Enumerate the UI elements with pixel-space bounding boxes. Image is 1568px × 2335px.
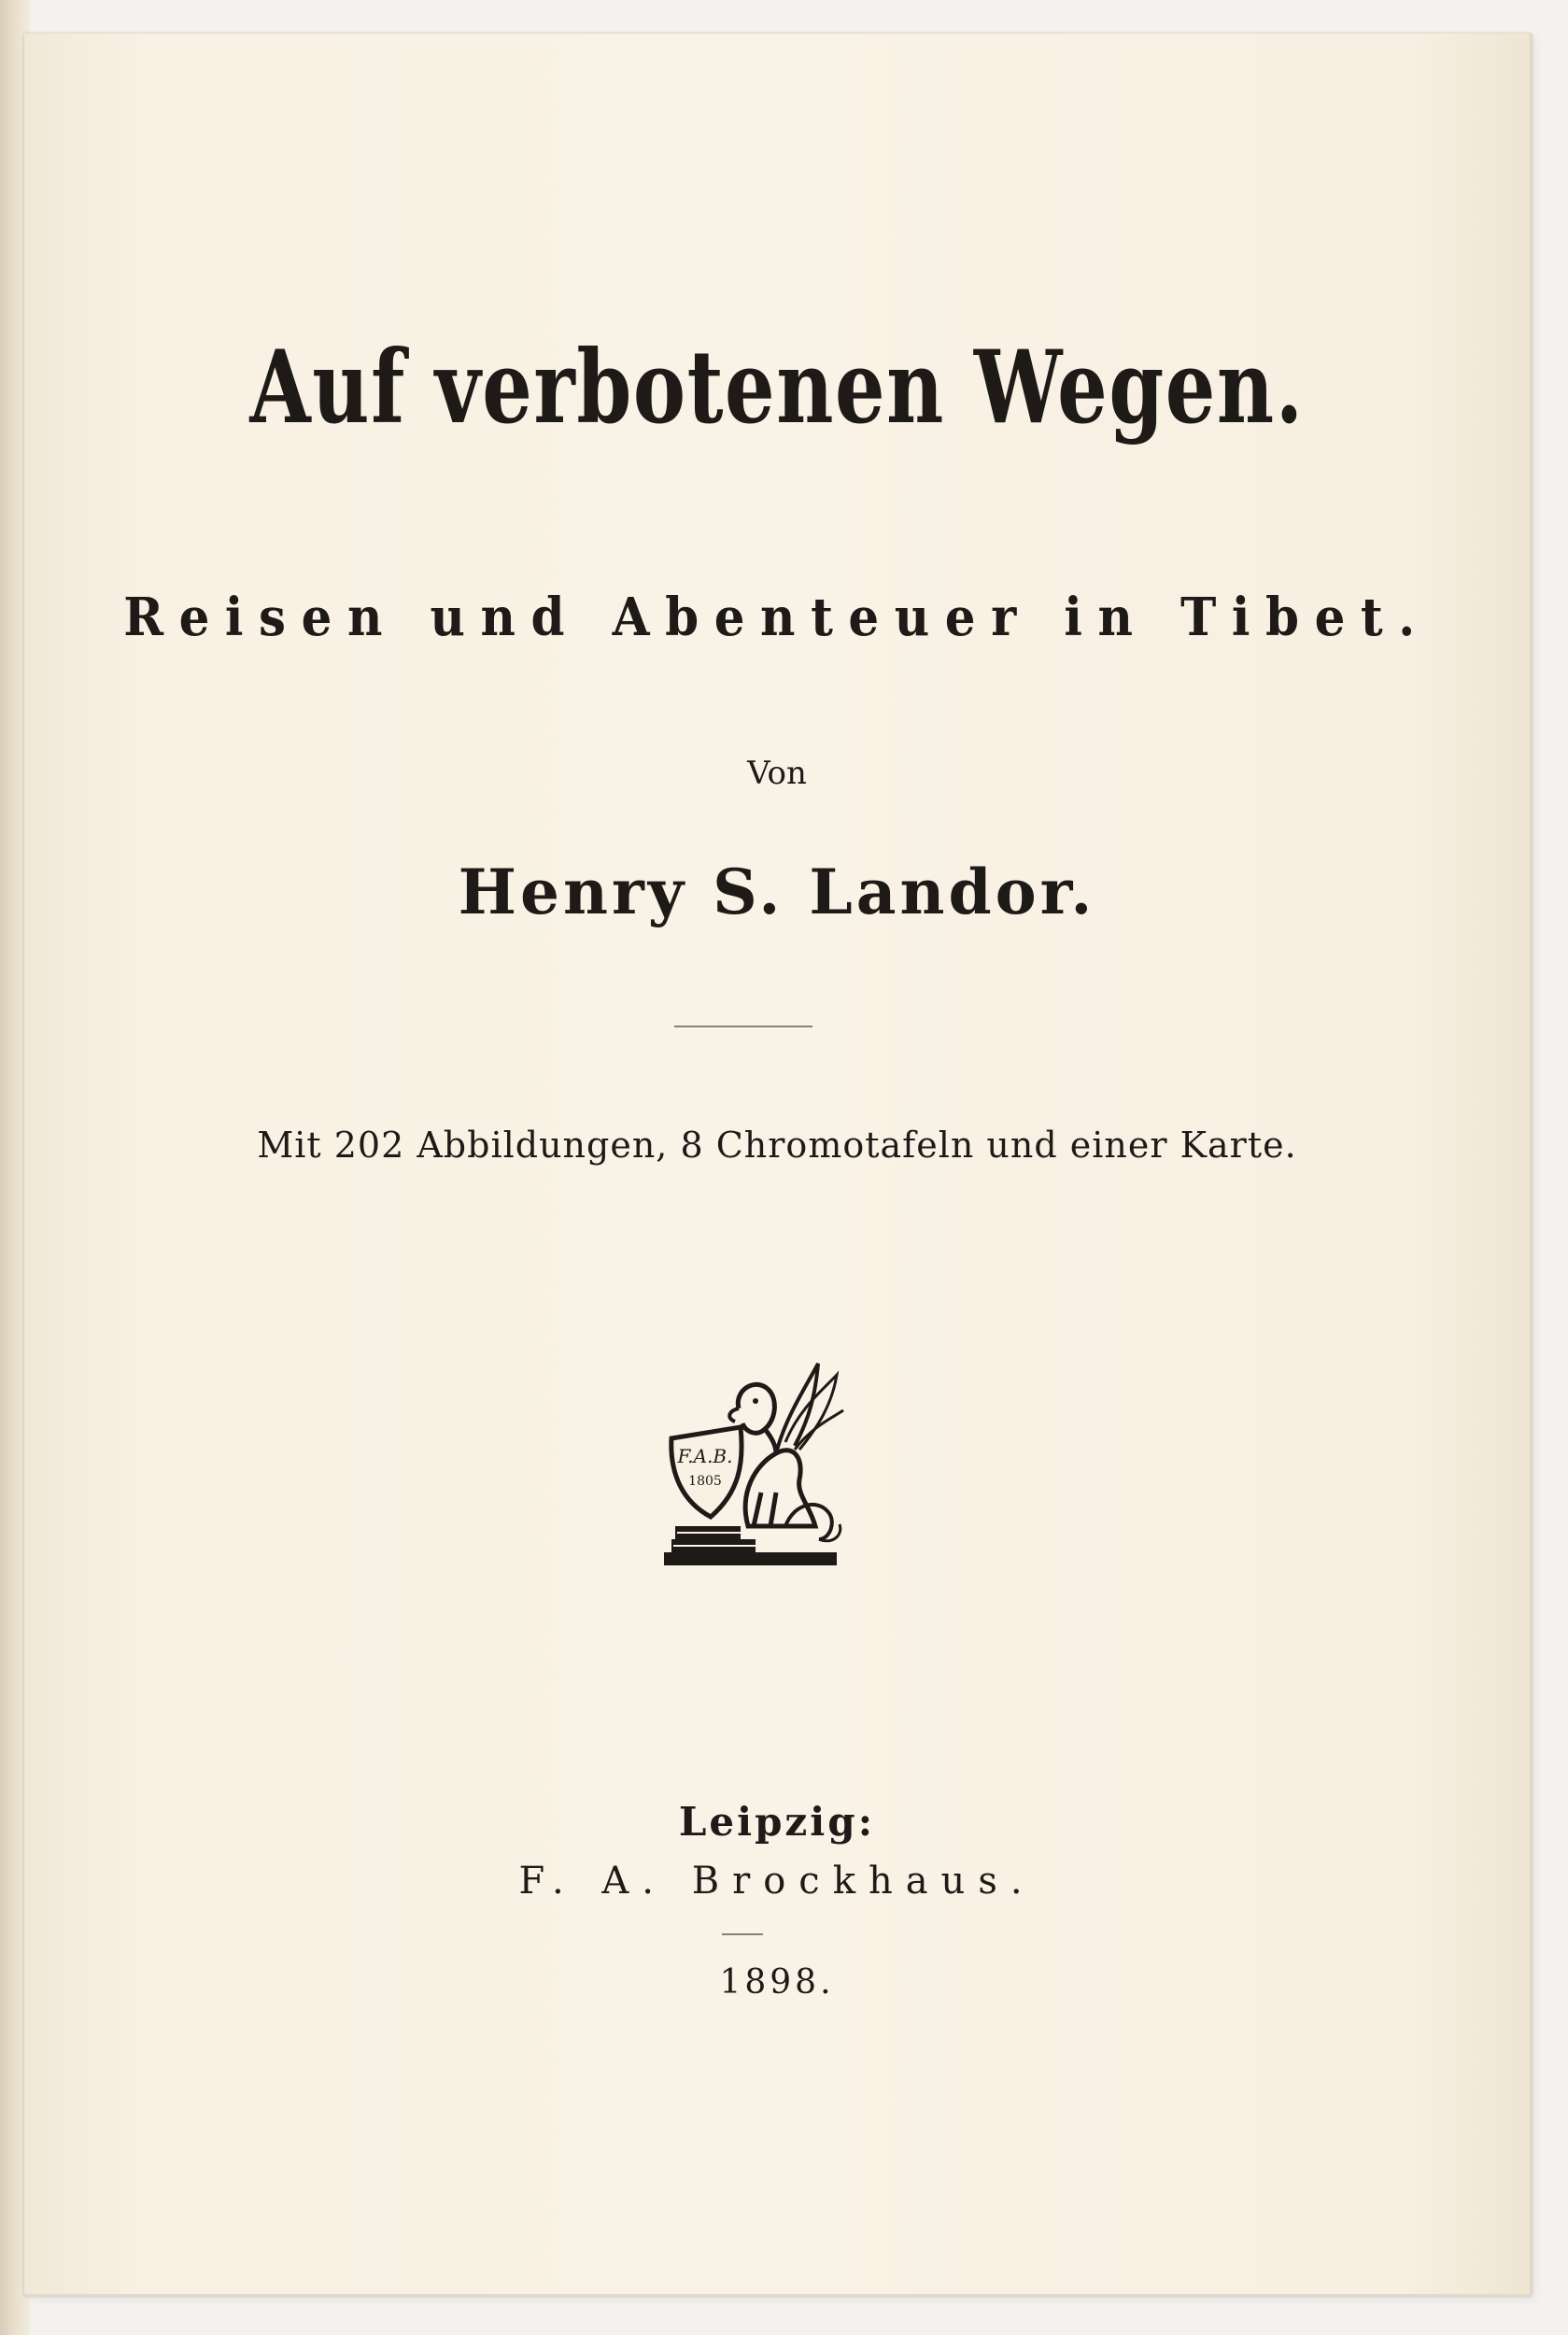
- publication-year: 1898.: [719, 1963, 835, 2002]
- book-subtitle: Reisen und Abenteuer in Tibet.: [123, 587, 1431, 648]
- divider-rule-short: [722, 1933, 763, 1935]
- book-title: Auf verbotenen Wegen.: [249, 329, 1305, 446]
- svg-text:1805: 1805: [688, 1474, 722, 1489]
- title-page: [24, 34, 1532, 2296]
- illustrations-note: Mit 202 Abbildungen, 8 Chromotafeln und einer Karte.: [257, 1125, 1297, 1166]
- publisher-name: F. A. Brockhaus.: [518, 1860, 1036, 1903]
- publication-place: Leipzig:: [678, 1799, 876, 1845]
- svg-text:F.A.B.: F.A.B.: [677, 1445, 733, 1467]
- byline: Von: [747, 755, 807, 792]
- divider-rule: [674, 1026, 812, 1027]
- griffin-shield-emblem-icon: [645, 1352, 851, 1586]
- author-name: Henry S. Landor.: [458, 856, 1096, 928]
